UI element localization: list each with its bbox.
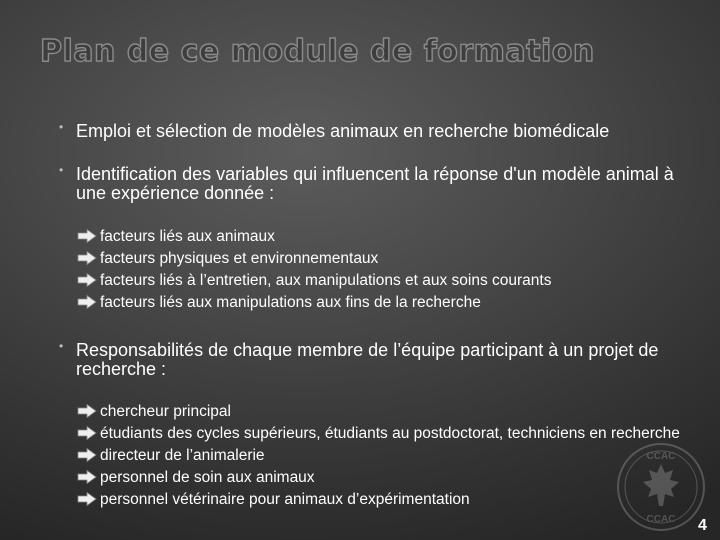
arrow-right-icon [77,273,97,287]
arrow-right-icon [77,470,97,484]
logo-text: CCAC [646,451,676,462]
arrow-right-icon [77,229,97,243]
arrow-right-icon [77,492,97,506]
subitem [56,425,696,442]
subitem [56,447,696,464]
subitem-text: directeur de l’animalerie [100,447,265,464]
arrow-right-icon [77,251,97,265]
arrow-right-icon [77,448,97,462]
subitem-text: chercheur principal [100,403,231,420]
bullet-item-usage [56,122,696,141]
slide-title: Plan de ce module de formation [40,34,595,69]
subitem-text: personnel vétérinaire pour animaux d’expérimentation [100,491,470,508]
subitem [56,491,696,508]
subitem-text: facteurs liés à l’entretien, aux manipulations et aux soins courants [100,272,552,289]
bullet-text: Emploi et sélection de modèles animaux en recherche biomédicale [76,121,610,141]
subitem [56,228,696,245]
arrow-right-icon [77,426,97,440]
subitem-text: étudiants des cycles supérieurs, étudiants au postdoctorat, techniciens en recherche [100,425,680,442]
bullet-text: Identification des variables qui influencent la réponse d'un modèle animal à une expérience donnée : [76,164,674,203]
bullet-dot-icon: • [59,120,64,134]
bullet-item-responsibilities [56,341,696,379]
subitem-text: facteurs physiques et environnementaux [100,250,379,267]
bullet-text: Responsabilités de chaque membre de l’équipe participant à un projet de recherche : [76,340,659,379]
subitem-text: personnel de soin aux animaux [100,469,315,486]
logo-text-bottom: CCAC [646,514,676,525]
bullet-item-variables [56,165,696,203]
subitem [56,469,696,486]
subitem [56,294,696,311]
arrow-right-icon [77,404,97,418]
page-number: 4 [698,517,707,534]
subitem [56,250,696,267]
subitem-text: facteurs liés aux animaux [100,228,275,245]
subitem [56,403,696,420]
subitem-text: facteurs liés aux manipulations aux fins de la recherche [100,294,481,311]
arrow-right-icon [77,295,97,309]
bullet-dot-icon: • [59,339,64,353]
slide-content [56,122,696,508]
ccac-logo-watermark [616,442,706,532]
subitem [56,272,696,289]
bullet-dot-icon: • [59,163,64,177]
